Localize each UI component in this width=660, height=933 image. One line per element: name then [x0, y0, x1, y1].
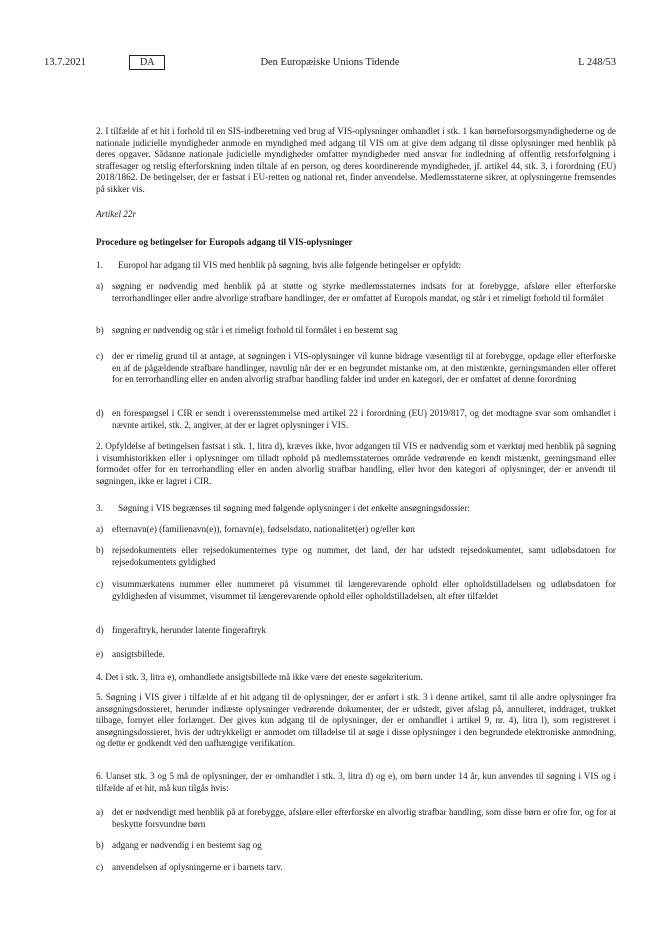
list-item-label: c): [96, 579, 104, 589]
section-6: 6. Uanset stk. 3 og 5 må de oplysninger, der er omhandlet i stk. 3, litra d) og e), om børn under 14 år, kun anvendes til søgning i VIS og i tilfælde af et hit, må kun tilgås hvis:: [96, 771, 616, 793]
list-item: [96, 840, 616, 852]
list-item-text: søgning er nødvendig med henblik på at støtte og styrke medlemsstaternes indsats for at forebygge, afsløre eller efterforske terrorhandlinger eller andre alvorlige strafbare handlinger, der er omfattet af Europols mandat, og står i et rimeligt forhold til formålet: [112, 281, 616, 303]
list-item-label: b): [96, 325, 104, 335]
article-heading: Procedure og betingelser for Europols adgang til VIS-oplysninger: [96, 237, 353, 247]
list-item-text: fingeraftryk, herunder latente fingeraftryk: [112, 625, 267, 635]
section-4: 4. Det i stk. 3, litra e), omhandlede ansigtsbillede må ikke være det eneste søgekriterium.: [96, 672, 423, 682]
section-2: 2. Opfyldelse af betingelsen fastsat i stk. 1, litra d), kræves ikke, hvor adgangen til VIS er nødvendig som et værktøj med henblik på søgning i visumhistorikken eller i oplysninger om tilladt ophold på medlemsstaternes område vedrørende en kendt mistænkt, gerningsmand eller formodet offer for en terrorhandling eller en anden alvorlig strafbar handling, eller hvor den kategori af oplysninger, der er anvendt til søgningen, ikke er lagret i CIR.: [96, 441, 616, 486]
list-item-text: en forespørgsel i CIR er sendt i overensstemmelse med artikel 22 i forordning (EU) 2019/817, og det modtagne svar som omhandlet i nævnte artikel, stk. 2, angiver, at der er lagret oplysninger i VIS.: [112, 408, 616, 430]
list-item-text: ansigtsbillede.: [112, 649, 165, 659]
section-3-number: 3.: [96, 503, 103, 513]
list-item-label: c): [96, 862, 104, 872]
list-item-label: e): [96, 649, 104, 659]
list-item: [96, 579, 616, 602]
language-badge: DA: [129, 55, 165, 70]
list-item: [96, 862, 616, 874]
list-item-label: c): [96, 351, 104, 361]
list-item: [96, 625, 616, 637]
list-item-text: anvendelsen af oplysningerne er i barnets tarv.: [112, 862, 283, 872]
list-item: [96, 649, 616, 661]
list-item-text: visummærkatens nummer eller nummeret på visummet til længerevarende ophold eller opholdstilladelsen og udløbsdatoen for gyldigheden af visummet, visummet til længerevarende ophold eller opholdstilladelsen, alt efter tilfældet: [112, 579, 616, 601]
section-3-text: Søgning i VIS begrænses til søgning med følgende oplysninger i det enkelte ansøgningsdossier:: [118, 503, 470, 513]
list-item-label: b): [96, 840, 104, 850]
section-1: [96, 260, 616, 272]
section-1-text: Europol har adgang til VIS med henblik på søgning, hvis alle følgende betingelser er opfyldt:: [118, 260, 462, 270]
paragraph-2: 2. I tilfælde af et hit i forhold til en SIS-indberetning ved brug af VIS-oplysninger omhandlet i stk. 1 kan børneforsorgsmyndighederne og de nationale judicielle myndigheder anmode en myndighed med adgang til VIS om at give dem adgang til disse oplysninger med henblik på deres opgaver. Sådanne nationale judicielle myndigheder omfatter myndigheder med ansvar for indledning af offentlig retsforfølgning i straffesager og retslig efterforskning inden tiltale af en person, og deres koordinerende myndigheder, jf. artikel 44, stk. 3, i forordning (EU) 2018/1862. De betingelser, der er fastsat i EU-retten og national ret, finder anvendelse. Medlemsstaterne sikrer, at oplysningerne fremsendes på sikker vis.: [96, 126, 616, 194]
page-reference: L 248/53: [578, 57, 616, 68]
list-item: [96, 281, 616, 304]
page-header: [44, 56, 616, 70]
list-item: [96, 325, 616, 337]
list-item-text: søgning er nødvendig og står i et rimeligt forhold til formålet i en bestemt sag: [112, 325, 398, 335]
section-5: 5. Søgning i VIS giver i tilfælde af et hit adgang til de oplysninger, der er anført i stk. 3 i denne artikel, samt til alle andre oplysninger fra ansøgningsdossieret, herunder indlæste oplysninger vedrørende dokumenter, der er udstedt, givet afslag på, annulleret, inddraget, trukket tilbage, fornyet eller forlænget. Der gives kun adgang til de oplysninger, der er omhandlet i artikel 9, nr. 4), litra l), som registreret i ansøgningsdossieret, hvis der udtrykkeligt er anmodet om tilladelse til at søge i disse oplysninger i den begrundede elektroniske anmodning, og dette er godkendt ved den uafhængige verifikation.: [96, 692, 616, 749]
list-item-text: der er rimelig grund til at antage, at søgningen i VIS-oplysninger vil kunne bidrage væsentligt til at forebygge, opdage eller efterforske en af de pågældende strafbare handlinger, navnlig når der er en begrundet mistanke om, at den mistænkte, gerningsmanden eller offeret for en terrorhandling eller en anden alvorlig strafbar handling falder ind under en kategori, der er omfattet af denne forordning: [112, 351, 616, 385]
list-item: [96, 807, 616, 830]
list-item-label: d): [96, 625, 104, 635]
list-item-text: rejsedokumentets eller rejsedokumenternes type og nummer, det land, der har udstedt rejsedokumentet, samt udløbsdatoen for rejsedokumentets gyldighed: [112, 545, 616, 567]
article-number: Artikel 22r: [96, 209, 137, 219]
list-item-label: a): [96, 281, 104, 291]
list-item-label: a): [96, 807, 104, 817]
section-3: [96, 503, 616, 515]
list-item: [96, 524, 616, 536]
list-item: [96, 545, 616, 568]
list-item: [96, 408, 616, 431]
journal-title: Den Europæiske Unions Tidende: [260, 57, 400, 68]
list-item-text: adgang er nødvendig i en bestemt sag og: [112, 840, 262, 850]
list-item-label: b): [96, 545, 104, 555]
list-item-text: efternavn(e) (familienavn(e)), fornavn(e), fødselsdato, nationalitet(er) og/eller køn: [112, 524, 415, 534]
list-item-text: det er nødvendigt med henblik på at forebygge, afsløre eller efterforske en alvorlig strafbar handling, som disse børn er ofre for, og for at beskytte forsvundne børn: [112, 807, 616, 829]
section-1-number: 1.: [96, 260, 103, 270]
publication-date: 13.7.2021: [44, 57, 86, 68]
list-item-label: d): [96, 408, 104, 418]
list-item-label: a): [96, 524, 104, 534]
list-item: [96, 351, 616, 386]
